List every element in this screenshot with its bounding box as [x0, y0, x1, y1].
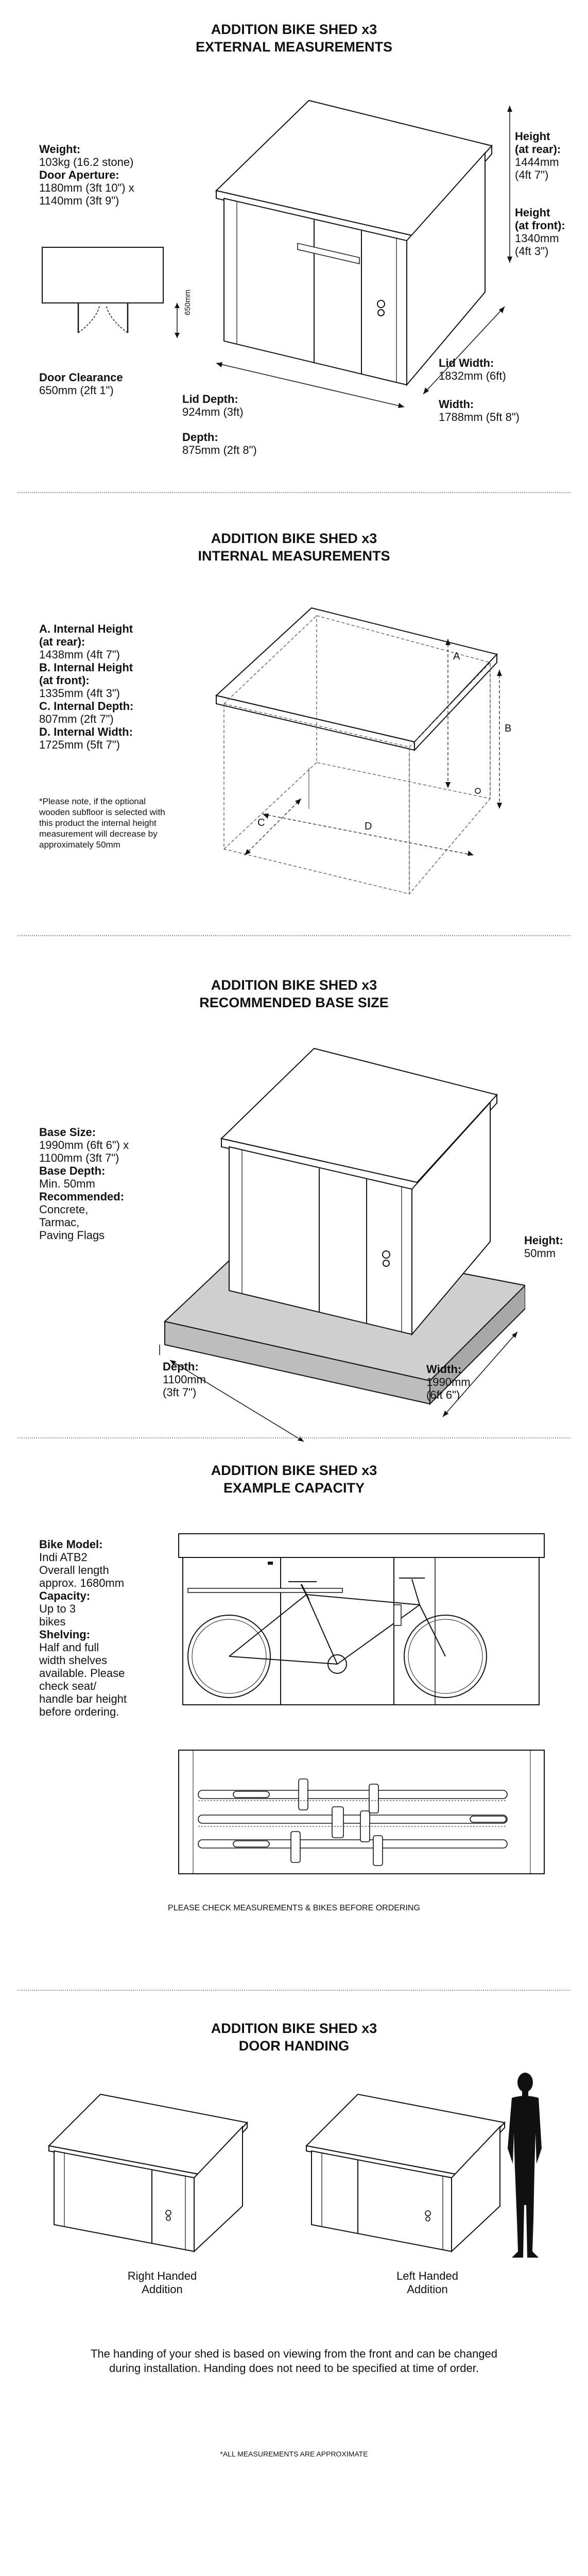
- person-silhouette-icon: [505, 2071, 546, 2262]
- base-title: ADDITION BIKE SHED x3 RECOMMENDED BASE SIZE: [199, 977, 389, 1010]
- height-rear-label: Height (at rear): 1444mm (4ft 7"): [515, 130, 561, 181]
- clearance-label: Door Clearance 650mm (2ft 1"): [39, 371, 123, 397]
- letter-b: B: [505, 723, 512, 734]
- depth-label: Depth: 875mm (2ft 8"): [182, 431, 257, 456]
- section-divider: [18, 935, 570, 936]
- handing-explanation: The handing of your shed is based on viewing from the front and can be changed during installation. Handing does not need to be specified at time of order.: [90, 2347, 498, 2375]
- approximate-footnote: *ALL MEASUREMENTS ARE APPROXIMATE: [220, 2450, 368, 2458]
- clearance-dimension: 650mm: [183, 289, 192, 315]
- letter-a: A: [453, 651, 460, 662]
- left-handed-shed: [301, 2087, 507, 2257]
- door-clearance-diagram: [37, 242, 186, 345]
- base-height-label: Height: 50mm: [524, 1234, 563, 1260]
- capacity-front-view: [178, 1533, 546, 1708]
- internal-title: ADDITION BIKE SHED x3 INTERNAL MEASUREMENTS: [198, 531, 390, 564]
- letter-c: C: [257, 817, 265, 828]
- subfloor-note: *Please note, if the optional wooden subfloor is selected with this product the internal height measurement will decrease by approximately 50mm: [39, 796, 165, 850]
- capacity-top-view: [178, 1749, 546, 1875]
- height-front-label: Height (at front): 1340mm (4ft 3"): [515, 206, 565, 258]
- left-handed-caption: Left Handed Addition: [396, 2269, 458, 2296]
- base-dimension-arrows: [154, 1278, 525, 1443]
- capacity-specs: Bike Model: Indi ATB2 Overall length approx. 1680mm Capacity: Up to 3 bikes Shelving: Half and full width shelves available. Please check seat/ handle bar height before ordering.: [39, 1538, 127, 1718]
- right-handed-caption: Right Handed Addition: [127, 2269, 197, 2296]
- capacity-title: ADDITION BIKE SHED x3 EXAMPLE CAPACITY: [211, 1463, 377, 1496]
- external-specs: Weight: 103kg (16.2 stone) Door Aperture: 1180mm (3ft 10") x 1140mm (3ft 9"): [39, 143, 134, 207]
- check-before-ordering: PLEASE CHECK MEASUREMENTS & BIKES BEFORE ORDERING: [168, 1904, 420, 1912]
- base-depth-dimension: Depth: 1100mm (3ft 7"): [163, 1360, 206, 1399]
- section-divider: [18, 1990, 570, 1991]
- base-width-label: Width: 1990mm (6ft 6"): [426, 1363, 471, 1401]
- base-specs: Base Size: 1990mm (6ft 6") x 1100mm (3ft 7") Base Depth: Min. 50mm Recommended: Concrete, Tarmac, Paving Flags: [39, 1126, 129, 1242]
- handing-title: ADDITION BIKE SHED x3 DOOR HANDING: [211, 2021, 377, 2054]
- section-divider: [18, 492, 570, 493]
- section-divider: [18, 1437, 570, 1438]
- letter-d: D: [365, 821, 372, 832]
- width-label: Width: 1788mm (5ft 8"): [439, 398, 520, 423]
- lid-depth-label: Lid Depth: 924mm (3ft): [182, 393, 244, 418]
- lid-width-label: Lid Width: 1832mm (6ft): [439, 357, 506, 382]
- external-title: ADDITION BIKE SHED x3 EXTERNAL MEASUREMENTS: [195, 22, 393, 55]
- internal-shed-drawing: [196, 567, 535, 896]
- internal-specs: A. Internal Height (at rear): 1438mm (4ft 7") B. Internal Height (at front): 1335mm (4ft 3") C. Internal Depth: 807mm (2ft 7") D. Internal Width: 1725mm (5ft 7"): [39, 622, 134, 751]
- right-handed-shed: [44, 2087, 250, 2257]
